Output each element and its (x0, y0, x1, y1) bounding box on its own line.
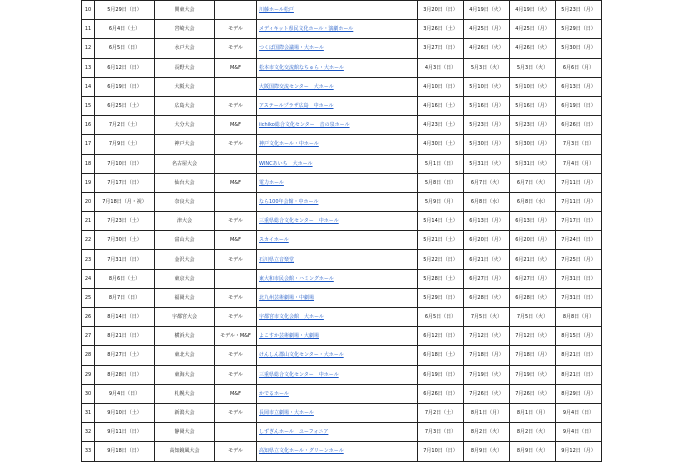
category-cell: モデル (215, 212, 257, 231)
row-number-cell: 21 (82, 212, 95, 231)
table-row (82, 423, 602, 442)
event-date-cell: 8月7日（日） (95, 288, 155, 307)
table-row (82, 96, 602, 115)
venue-cell (257, 231, 418, 250)
row-number-cell: 13 (82, 58, 95, 77)
schedule-sheet (81, 0, 601, 462)
venue-cell (257, 269, 418, 288)
category-cell: モデル (215, 365, 257, 384)
convention-name-cell: 水戸大会 (155, 39, 215, 58)
venue-cell (257, 1, 418, 20)
deadline-2-cell: 4月25日（月） (464, 20, 510, 39)
deadline-3-cell: 8月9日（火） (510, 442, 556, 461)
venue-link[interactable]: なら100年会館・中ホール (259, 198, 319, 205)
deadline-2-cell: 6月21日（火） (464, 250, 510, 269)
category-cell: モデル (215, 96, 257, 115)
deadline-1-cell: 5月9日（月） (418, 192, 464, 211)
category-cell: M&F (215, 173, 257, 192)
deadline-1-cell: 4月16日（土） (418, 96, 464, 115)
table-row (82, 288, 602, 307)
category-cell (215, 154, 257, 173)
deadline-3-cell: 5月16日（月） (510, 96, 556, 115)
deadline-1-cell: 3月27日（日） (418, 39, 464, 58)
event-date-cell: 8月27日（土） (95, 346, 155, 365)
convention-name-cell: 高知鏡風大会 (155, 442, 215, 461)
category-cell (215, 269, 257, 288)
event-date-cell: 8月14日（日） (95, 308, 155, 327)
convention-name-cell: 静岡大会 (155, 423, 215, 442)
deadline-4-cell: 9月4日（日） (556, 423, 602, 442)
category-cell: モデル (215, 250, 257, 269)
table-row (82, 154, 602, 173)
deadline-2-cell: 7月26日（火） (464, 384, 510, 403)
deadline-2-cell: 4月19日（火） (464, 1, 510, 20)
convention-name-cell: 札幌大会 (155, 384, 215, 403)
category-cell: M&F (215, 116, 257, 135)
deadline-3-cell: 5月10日（火） (510, 77, 556, 96)
venue-link[interactable]: 松本市文化交流館なちゅら・大ホール (259, 64, 344, 71)
venue-link[interactable]: 宇都宮市文化会館 大ホール (259, 314, 324, 321)
deadline-4-cell: 5月30日（月） (556, 39, 602, 58)
venue-cell (257, 135, 418, 154)
table-row (82, 327, 602, 346)
venue-cell (257, 250, 418, 269)
convention-name-cell: 神戸大会 (155, 135, 215, 154)
deadline-4-cell: 8月29日（月） (556, 384, 602, 403)
deadline-3-cell: 5月30日（月） (510, 135, 556, 154)
table-row (82, 58, 602, 77)
venue-cell (257, 77, 418, 96)
category-cell: モデル (215, 135, 257, 154)
venue-cell (257, 96, 418, 115)
row-number-cell: 15 (82, 96, 95, 115)
deadline-4-cell: 6月6日（月） (556, 58, 602, 77)
event-date-cell: 9月11日（日） (95, 423, 155, 442)
row-number-cell: 10 (82, 1, 95, 20)
table-row (82, 173, 602, 192)
event-date-cell: 9月4日（日） (95, 384, 155, 403)
deadline-2-cell: 5月30日（月） (464, 135, 510, 154)
convention-name-cell: 長野大会 (155, 58, 215, 77)
deadline-4-cell: 7月31日（日） (556, 269, 602, 288)
venue-cell (257, 212, 418, 231)
convention-name-cell: 東京大会 (155, 269, 215, 288)
row-number-cell: 26 (82, 308, 95, 327)
event-date-cell: 6月19日（日） (95, 77, 155, 96)
table-row (82, 308, 602, 327)
convention-name-cell: 東北大会 (155, 346, 215, 365)
deadline-3-cell: 7月12日（火） (510, 327, 556, 346)
row-number-cell: 30 (82, 384, 95, 403)
schedule-table (81, 0, 602, 462)
venue-link[interactable]: 電力ホール (259, 179, 284, 186)
venue-link[interactable]: つくば国際会議場・大ホール (259, 45, 324, 52)
venue-cell (257, 154, 418, 173)
deadline-2-cell: 7月18日（月） (464, 346, 510, 365)
row-number-cell: 22 (82, 231, 95, 250)
deadline-3-cell: 6月7日（火） (510, 173, 556, 192)
deadline-3-cell: 6月21日（火） (510, 250, 556, 269)
event-date-cell: 6月5日（日） (95, 39, 155, 58)
deadline-1-cell: 7月10日（日） (418, 442, 464, 461)
deadline-3-cell: 6月20日（月） (510, 231, 556, 250)
category-cell: モデル (215, 442, 257, 461)
convention-name-cell: 広島大会 (155, 96, 215, 115)
venue-link[interactable]: WINCあいち 大ホール (259, 160, 313, 167)
event-date-cell: 6月25日（土） (95, 96, 155, 115)
row-number-cell: 11 (82, 20, 95, 39)
deadline-4-cell: 6月19日（日） (556, 96, 602, 115)
deadline-4-cell: 9月4日（日） (556, 403, 602, 422)
deadline-4-cell: 6月26日（日） (556, 116, 602, 135)
event-date-cell: 6月12日（日） (95, 58, 155, 77)
deadline-1-cell: 4月3日（日） (418, 58, 464, 77)
row-number-cell: 20 (82, 192, 95, 211)
category-cell: モデル (215, 39, 257, 58)
deadline-2-cell: 7月19日（火） (464, 365, 510, 384)
category-cell (215, 423, 257, 442)
table-row (82, 384, 602, 403)
category-cell (215, 1, 257, 20)
event-date-cell: 7月31日（日） (95, 250, 155, 269)
table-row (82, 116, 602, 135)
table-row (82, 1, 602, 20)
row-number-cell: 27 (82, 327, 95, 346)
event-date-cell: 7月30日（土） (95, 231, 155, 250)
deadline-4-cell: 7月24日（日） (556, 231, 602, 250)
deadline-3-cell: 6月8日（水） (510, 192, 556, 211)
deadline-1-cell: 4月30日（土） (418, 135, 464, 154)
deadline-2-cell: 6月8日（水） (464, 192, 510, 211)
venue-cell (257, 384, 418, 403)
event-date-cell: 7月9日（土） (95, 135, 155, 154)
venue-link[interactable]: iichiko総合文化センター 音の泉ホール (259, 122, 350, 129)
convention-name-cell: 津大会 (155, 212, 215, 231)
table-row (82, 39, 602, 58)
category-cell: モデル (215, 20, 257, 39)
convention-name-cell: 福岡大会 (155, 288, 215, 307)
table-row (82, 135, 602, 154)
deadline-3-cell: 5月31日（火） (510, 154, 556, 173)
deadline-2-cell: 6月27日（月） (464, 269, 510, 288)
convention-name-cell: 横浜大会 (155, 327, 215, 346)
venue-link[interactable]: メディキット県民文化ホール・演劇ホール (259, 26, 354, 33)
table-row (82, 269, 602, 288)
deadline-1-cell: 7月2日（土） (418, 403, 464, 422)
venue-link[interactable]: 長岡市立劇場・大ホール (259, 410, 314, 417)
category-cell: モデル・M&F (215, 327, 257, 346)
venue-cell (257, 423, 418, 442)
row-number-cell: 23 (82, 250, 95, 269)
venue-cell (257, 346, 418, 365)
deadline-2-cell: 5月10日（火） (464, 77, 510, 96)
convention-name-cell: 大分大会 (155, 116, 215, 135)
event-date-cell: 5月29日（日） (95, 1, 155, 20)
venue-cell (257, 365, 418, 384)
convention-name-cell: 富山大会 (155, 231, 215, 250)
deadline-3-cell: 6月27日（月） (510, 269, 556, 288)
deadline-1-cell: 4月10日（日） (418, 77, 464, 96)
venue-link[interactable]: 川藤ホール松戸 (259, 7, 294, 14)
event-date-cell: 9月18日（日） (95, 442, 155, 461)
event-date-cell: 7月10日（日） (95, 154, 155, 173)
event-date-cell: 7月23日（土） (95, 212, 155, 231)
deadline-1-cell: 6月12日（日） (418, 327, 464, 346)
deadline-1-cell: 6月5日（日） (418, 308, 464, 327)
table-row (82, 365, 602, 384)
category-cell: モデル (215, 308, 257, 327)
venue-link[interactable]: 高知県立文化ホール・グリーンホール (259, 448, 344, 455)
venue-link[interactable]: 神戸文化ホール・中ホール (259, 141, 319, 148)
deadline-4-cell: 7月11日（月） (556, 173, 602, 192)
deadline-1-cell: 6月19日（日） (418, 365, 464, 384)
deadline-4-cell: 6月13日（月） (556, 77, 602, 96)
deadline-2-cell: 6月7日（火） (464, 173, 510, 192)
deadline-3-cell: 7月5日（火） (510, 308, 556, 327)
deadline-4-cell: 8月15日（月） (556, 327, 602, 346)
deadline-4-cell: 7月17日（日） (556, 212, 602, 231)
deadline-1-cell: 3月20日（日） (418, 1, 464, 20)
row-number-cell: 19 (82, 173, 95, 192)
table-row (82, 77, 602, 96)
venue-link[interactable]: アステールプラザ広島 中ホール (259, 103, 334, 110)
deadline-2-cell: 8月9日（火） (464, 442, 510, 461)
row-number-cell: 16 (82, 116, 95, 135)
venue-cell (257, 308, 418, 327)
venue-cell (257, 39, 418, 58)
row-number-cell: 14 (82, 77, 95, 96)
event-date-cell: 7月18日（月・祝） (95, 192, 155, 211)
deadline-2-cell: 5月23日（月） (464, 116, 510, 135)
row-number-cell: 29 (82, 365, 95, 384)
deadline-3-cell: 8月1日（月） (510, 403, 556, 422)
table-row (82, 403, 602, 422)
row-number-cell: 33 (82, 442, 95, 461)
venue-cell (257, 58, 418, 77)
convention-name-cell: 仙台大会 (155, 173, 215, 192)
venue-link[interactable]: 北九州芸術劇場・中劇場 (259, 294, 315, 301)
deadline-3-cell: 4月26日（火） (510, 39, 556, 58)
category-cell: モデル (215, 403, 257, 422)
deadline-1-cell: 5月8日（日） (418, 173, 464, 192)
event-date-cell: 7月2日（土） (95, 116, 155, 135)
category-cell (215, 192, 257, 211)
table-row (82, 346, 602, 365)
deadline-4-cell: 5月23日（月） (556, 1, 602, 20)
table-row (82, 250, 602, 269)
event-date-cell: 8月28日（日） (95, 365, 155, 384)
schedule-table-body (82, 1, 602, 462)
table-row (82, 231, 602, 250)
row-number-cell: 28 (82, 346, 95, 365)
venue-link[interactable]: 三重県総合文化センター 中ホール (259, 371, 339, 378)
deadline-2-cell: 8月1日（月） (464, 403, 510, 422)
deadline-4-cell: 5月29日（日） (556, 20, 602, 39)
convention-name-cell: 新潟大会 (155, 403, 215, 422)
event-date-cell: 9月10日（土） (95, 403, 155, 422)
deadline-4-cell: 7月11日（月） (556, 192, 602, 211)
category-cell: M&F (215, 58, 257, 77)
venue-link[interactable]: 大阪国際交流センター 大ホール (259, 83, 334, 90)
deadline-1-cell: 5月21日（土） (418, 231, 464, 250)
deadline-3-cell: 7月18日（月） (510, 346, 556, 365)
deadline-4-cell: 7月3日（日） (556, 135, 602, 154)
deadline-3-cell: 6月28日（火） (510, 288, 556, 307)
row-number-cell: 18 (82, 154, 95, 173)
row-number-cell: 24 (82, 269, 95, 288)
convention-name-cell: 宇都宮大会 (155, 308, 215, 327)
deadline-3-cell: 5月23日（月） (510, 116, 556, 135)
row-number-cell: 32 (82, 423, 95, 442)
table-row (82, 192, 602, 211)
table-row (82, 20, 602, 39)
deadline-1-cell: 7月3日（日） (418, 423, 464, 442)
venue-link[interactable]: けんしん郡山文化センター・大ホール (259, 352, 344, 359)
convention-name-cell: 宮崎大会 (155, 20, 215, 39)
deadline-2-cell: 6月20日（月） (464, 231, 510, 250)
venue-cell (257, 20, 418, 39)
table-row (82, 442, 602, 461)
convention-name-cell: 大阪大会 (155, 77, 215, 96)
venue-link[interactable]: しずぎんホール ユーフォニア (259, 429, 329, 436)
deadline-1-cell: 4月23日（土） (418, 116, 464, 135)
deadline-3-cell: 4月19日（火） (510, 1, 556, 20)
deadline-2-cell: 5月16日（月） (464, 96, 510, 115)
deadline-2-cell: 4月26日（火） (464, 39, 510, 58)
deadline-3-cell: 7月19日（火） (510, 365, 556, 384)
category-cell: モデル (215, 346, 257, 365)
category-cell: M&F (215, 384, 257, 403)
event-date-cell: 8月21日（日） (95, 327, 155, 346)
category-cell: モデル (215, 288, 257, 307)
venue-cell (257, 403, 418, 422)
convention-name-cell: 名古屋大会 (155, 154, 215, 173)
category-cell: M&F (215, 231, 257, 250)
deadline-1-cell: 5月1日（日） (418, 154, 464, 173)
row-number-cell: 17 (82, 135, 95, 154)
venue-cell (257, 173, 418, 192)
deadline-3-cell: 6月13日（月） (510, 212, 556, 231)
venue-link[interactable]: 石川県立音楽堂 (259, 256, 295, 263)
deadline-2-cell: 8月2日（火） (464, 423, 510, 442)
convention-name-cell: 東海大会 (155, 365, 215, 384)
deadline-2-cell: 5月31日（火） (464, 154, 510, 173)
venue-link[interactable]: かでるホール (259, 390, 289, 397)
deadline-2-cell: 6月28日（火） (464, 288, 510, 307)
deadline-4-cell: 8月21日（日） (556, 365, 602, 384)
venue-link[interactable]: よこすか芸術劇場・大劇場 (259, 333, 320, 340)
deadline-3-cell: 4月25日（月） (510, 20, 556, 39)
deadline-4-cell: 8月8日（月） (556, 308, 602, 327)
venue-cell (257, 327, 418, 346)
deadline-1-cell: 3月26日（土） (418, 20, 464, 39)
venue-cell (257, 442, 418, 461)
category-cell (215, 77, 257, 96)
venue-link[interactable]: 三重県総合文化センター 中ホール (259, 218, 339, 225)
convention-name-cell: 金沢大会 (155, 250, 215, 269)
event-date-cell: 7月17日（日） (95, 173, 155, 192)
deadline-2-cell: 6月13日（月） (464, 212, 510, 231)
deadline-3-cell: 5月3日（火） (510, 58, 556, 77)
deadline-4-cell: 7月31日（日） (556, 288, 602, 307)
deadline-1-cell: 5月22日（日） (418, 250, 464, 269)
deadline-4-cell: 8月21日（日） (556, 346, 602, 365)
venue-cell (257, 116, 418, 135)
deadline-4-cell: 9月12日（月） (556, 442, 602, 461)
row-number-cell: 25 (82, 288, 95, 307)
venue-cell (257, 192, 418, 211)
deadline-1-cell: 6月26日（日） (418, 384, 464, 403)
event-date-cell: 6月4日（土） (95, 20, 155, 39)
deadline-2-cell: 7月5日（火） (464, 308, 510, 327)
row-number-cell: 31 (82, 403, 95, 422)
table-row (82, 212, 602, 231)
deadline-4-cell: 7月4日（月） (556, 154, 602, 173)
deadline-2-cell: 5月3日（火） (464, 58, 510, 77)
deadline-3-cell: 8月2日（火） (510, 423, 556, 442)
row-number-cell: 12 (82, 39, 95, 58)
deadline-3-cell: 7月26日（火） (510, 384, 556, 403)
deadline-1-cell: 5月29日（日） (418, 288, 464, 307)
venue-link[interactable]: 東大和市民会館・ハミングホール (259, 275, 334, 282)
deadline-2-cell: 7月12日（火） (464, 327, 510, 346)
venue-link[interactable]: スカイホール (259, 237, 289, 244)
convention-name-cell: 奈良大会 (155, 192, 215, 211)
convention-name-cell: 関東大会 (155, 1, 215, 20)
deadline-4-cell: 7月25日（月） (556, 250, 602, 269)
deadline-1-cell: 6月18日（土） (418, 346, 464, 365)
event-date-cell: 8月6日（土） (95, 269, 155, 288)
deadline-1-cell: 5月14日（土） (418, 212, 464, 231)
venue-cell (257, 288, 418, 307)
deadline-1-cell: 5月28日（土） (418, 269, 464, 288)
